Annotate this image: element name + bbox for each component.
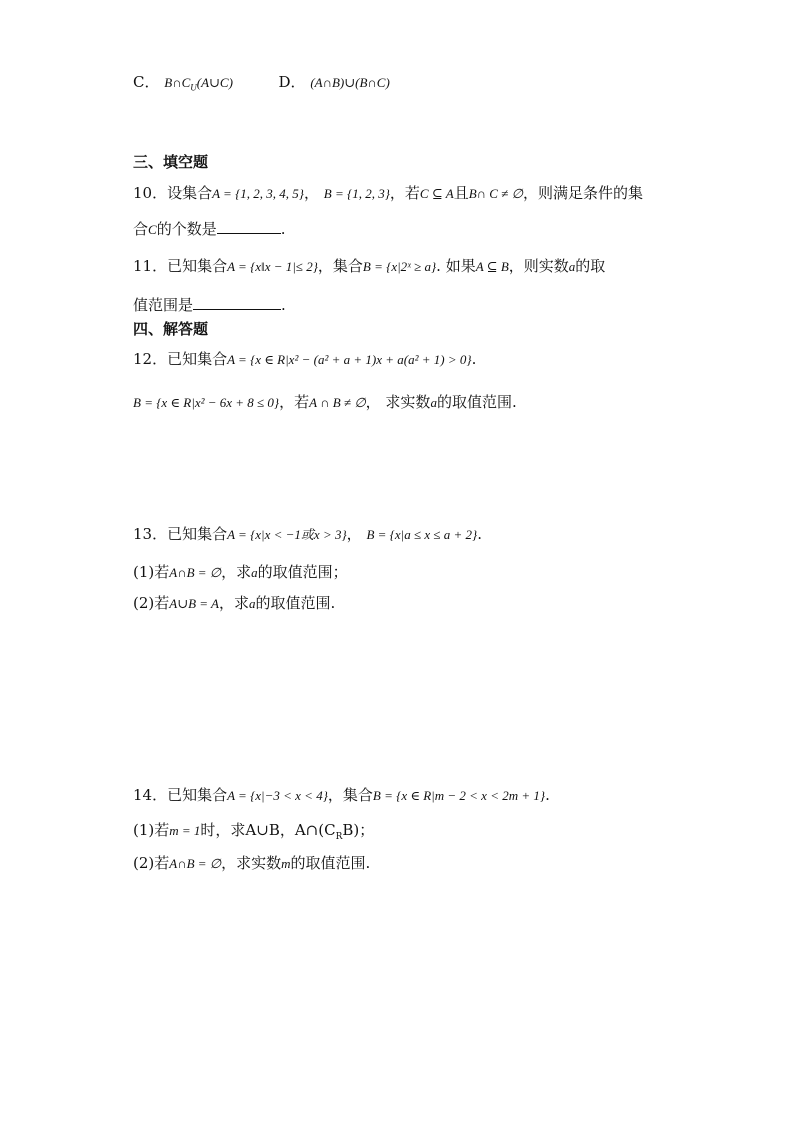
question-11-line-2: 值范围是 . (133, 296, 286, 314)
question-11-line-1: 11．已知集合A = {x‖x − 1|≤ 2}，集合B = {x|2ˣ ≥ a}. 如果A ⊆ B，则实数a的取 (133, 257, 606, 275)
options-line (133, 72, 390, 98)
question-13-line-1: 13．已知集合A = {x|x < −1或x > 3}， B = {x|a ≤ x ≤ a + 2}. (133, 525, 483, 543)
question-12-line-1: 12．已知集合A = {x ∈ R|x² − (a² + a + 1)x + a(a² + 1) > 0}. (133, 350, 477, 368)
answer-blank-11[interactable] (193, 295, 281, 310)
question-14-part-2: (2)若A∩B = ∅，求实数m的取值范围. (133, 854, 371, 872)
question-10-line-1: 10．设集合A = {1, 2, 3, 4, 5}， B = {1, 2, 3}，若C ⊆ A且B∩ C ≠ ∅，则满足条件的集 (133, 184, 643, 202)
section-title-fill-in: 三、填空题 (133, 153, 209, 171)
option-d-expr: (A∩B)∪(B∩C) (310, 75, 390, 90)
question-12-line-2: B = {x ∈ R|x² − 6x + 8 ≤ 0}，若A ∩ B ≠ ∅， 求实数a的取值范围. (133, 393, 517, 411)
option-d-label: D． (278, 73, 306, 91)
question-14-line-1: 14．已知集合A = {x|−3 < x < 4}，集合B = {x ∈ R|m − 2 < x < 2m + 1}. (133, 786, 550, 804)
question-13-part-2: (2)若A∪B = A，求a的取值范围. (133, 594, 336, 612)
answer-blank-10[interactable] (217, 219, 281, 234)
question-13-part-1: (1)若A∩B = ∅，求a的取值范围； (133, 563, 348, 581)
question-10-line-2: 合C的个数是 . (133, 220, 286, 238)
section-title-solve: 四、解答题 (133, 320, 209, 338)
option-c-expr: $B\cap C_U(A\cup C)$ (164, 75, 233, 93)
option-c-label: C． (133, 73, 160, 91)
question-14-part-1: (1)若m = 1时，求A∪B，$A\cap(C_RB)$； (133, 821, 375, 842)
